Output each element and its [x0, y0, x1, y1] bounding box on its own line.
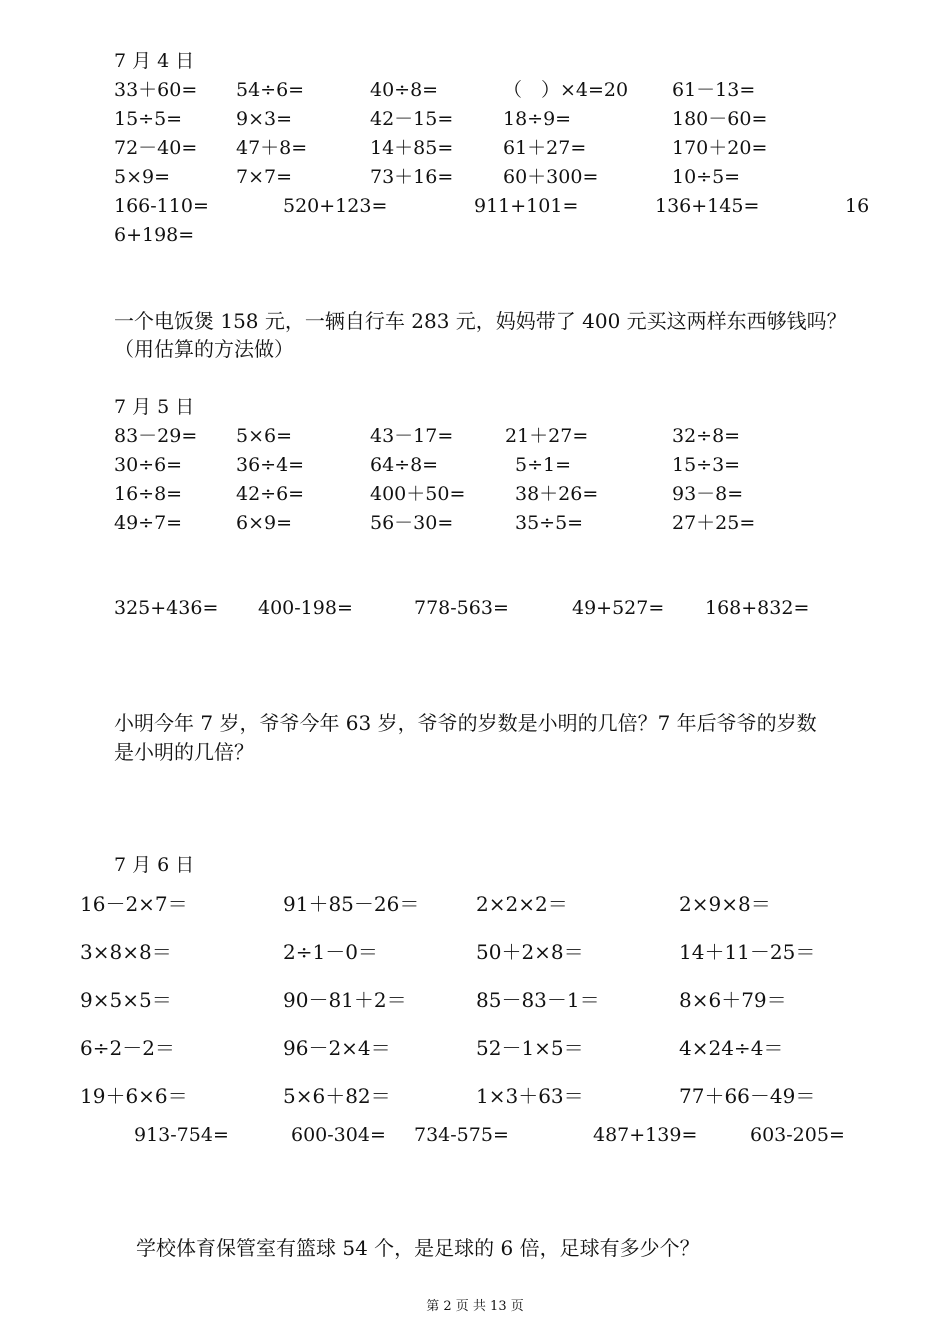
exercise: 2÷1－0＝ — [283, 940, 378, 964]
exercise: 50＋2×8＝ — [476, 940, 584, 964]
date-heading-july-6: 7 月 6 日 — [114, 854, 195, 876]
exercise: 38＋26= — [515, 483, 599, 505]
exercise: 168+832= — [705, 597, 810, 619]
exercise: 734-575= — [414, 1124, 509, 1146]
exercise: 16÷8= — [114, 483, 183, 505]
exercise: 911+101= — [474, 195, 579, 217]
exercise: 10÷5= — [672, 166, 741, 188]
exercise: 16－2×7＝ — [80, 892, 188, 916]
date-heading-july-5: 7 月 5 日 — [114, 396, 195, 418]
exercise: （ ）×4=20 — [503, 79, 629, 101]
exercise: 325+436= — [114, 597, 219, 619]
word-problem-line: 是小明的几倍？ — [114, 740, 254, 764]
exercise: 4×24÷4＝ — [679, 1036, 784, 1060]
exercise: 49+527= — [572, 597, 665, 619]
exercise: 96－2×4＝ — [283, 1036, 391, 1060]
exercise: 52－1×5＝ — [476, 1036, 584, 1060]
exercise: 77＋66－49＝ — [679, 1084, 816, 1108]
exercise: 913-754= — [134, 1124, 229, 1146]
exercise: 33＋60= — [114, 79, 198, 101]
exercise: 600-304= — [291, 1124, 386, 1146]
exercise: 7×7= — [236, 166, 293, 188]
word-problem-line: 一个电饭煲 158 元，一辆自行车 283 元，妈妈带了 400 元买这两样东西够钱吗？ — [114, 309, 847, 333]
exercise: 5×6＋82＝ — [283, 1084, 391, 1108]
exercise: 166-110= — [114, 195, 209, 217]
exercise: 42÷6= — [236, 483, 305, 505]
exercise: 180－60= — [672, 108, 768, 130]
word-problem-line: （用估算的方法做） — [114, 337, 294, 361]
date-heading-july-4: 7 月 4 日 — [114, 50, 195, 72]
exercise: 8×6＋79＝ — [679, 988, 787, 1012]
word-problem-line: 学校体育保管室有篮球 54 个，是足球的 6 倍，足球有多少个？ — [136, 1236, 700, 1260]
exercise: 170＋20= — [672, 137, 768, 159]
exercise: 778-563= — [414, 597, 509, 619]
exercise: 90－81＋2＝ — [283, 988, 407, 1012]
exercise: 85－83－1＝ — [476, 988, 600, 1012]
word-problem-line: 小明今年 7 岁，爷爷今年 63 岁，爷爷的岁数是小明的几倍？7 年后爷爷的岁数 — [114, 711, 817, 735]
exercise: 400＋50= — [370, 483, 466, 505]
exercise: 5×9= — [114, 166, 171, 188]
exercise: 27＋25= — [672, 512, 756, 534]
exercise: 91＋85－26＝ — [283, 892, 420, 916]
exercise: 60＋300= — [503, 166, 599, 188]
page-footer: 第 2 页 共 13 页 — [426, 1299, 524, 1314]
exercise: 43－17= — [370, 425, 454, 447]
exercise: 49÷7= — [114, 512, 183, 534]
exercise: 64÷8= — [370, 454, 439, 476]
exercise: 15÷5= — [114, 108, 183, 130]
exercise: 5×6= — [236, 425, 293, 447]
exercise: 42－15= — [370, 108, 454, 130]
exercise: 73＋16= — [370, 166, 454, 188]
exercise: 6×9= — [236, 512, 293, 534]
exercise: 603-205= — [750, 1124, 845, 1146]
exercise: 18÷9= — [503, 108, 572, 130]
exercise: 19＋6×6＝ — [80, 1084, 188, 1108]
exercise: 5÷1= — [515, 454, 572, 476]
exercise: 15÷3= — [672, 454, 741, 476]
exercise: 56－30= — [370, 512, 454, 534]
exercise: 30÷6= — [114, 454, 183, 476]
exercise: 35÷5= — [515, 512, 584, 534]
exercise: 32÷8= — [672, 425, 741, 447]
exercise: 72－40= — [114, 137, 198, 159]
exercise: 61＋27= — [503, 137, 587, 159]
exercise: 61－13= — [672, 79, 756, 101]
exercise-wrapped-end: 6+198= — [114, 224, 195, 246]
exercise: 400-198= — [258, 597, 353, 619]
exercise: 1×3＋63＝ — [476, 1084, 584, 1108]
exercise: 9×5×5＝ — [80, 988, 172, 1012]
exercise: 36÷4= — [236, 454, 305, 476]
exercise: 14＋11－25＝ — [679, 940, 816, 964]
exercise: 136+145= — [655, 195, 760, 217]
exercise-wrapped-start: 16 — [845, 195, 870, 217]
exercise: 3×8×8＝ — [80, 940, 172, 964]
exercise: 14＋85= — [370, 137, 454, 159]
exercise: 520+123= — [283, 195, 388, 217]
exercise: 83－29= — [114, 425, 198, 447]
exercise: 487+139= — [593, 1124, 698, 1146]
exercise: 6÷2－2＝ — [80, 1036, 175, 1060]
exercise: 2×9×8＝ — [679, 892, 771, 916]
exercise: 21＋27= — [505, 425, 589, 447]
exercise: 9×3= — [236, 108, 293, 130]
exercise: 40÷8= — [370, 79, 439, 101]
exercise: 54÷6= — [236, 79, 305, 101]
exercise: 93－8= — [672, 483, 744, 505]
exercise: 47＋8= — [236, 137, 308, 159]
exercise: 2×2×2＝ — [476, 892, 568, 916]
